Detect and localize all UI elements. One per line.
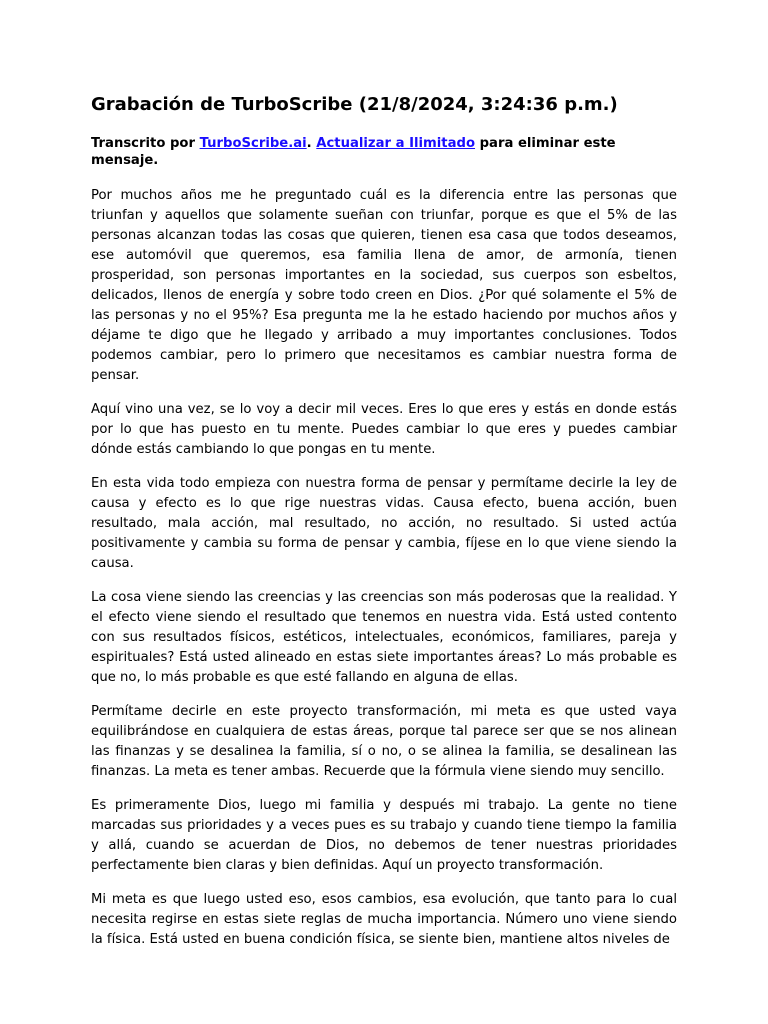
- paragraph: Por muchos años me he preguntado cuál es la diferencia entre las personas que triunfan y aquellos que solamente sueñan con triunfar, porque es que el 5% de las personas alcanzan todas las cosas que quieren, tienen esa casa que todos deseamos, ese automóvil que queremos, esa familia llena de amor, de armonía, tienen prosperidad, son personas importantes en la sociedad, sus cuerpos son esbeltos, delicados, llenos de energía y sobre todo creen en Dios. ¿Por qué solamente el 5% de las personas y no el 95%? Esa pregunta me la he estado haciendo por muchos años y déjame te digo que he llegado y arribado a muy importantes conclusiones. Todos podemos cambiar, pero lo primero que necesitamos es cambiar nuestra forma de pensar.: [91, 188, 677, 383]
- paragraph: Mi meta es que luego usted eso, esos cambios, esa evolución, que tanto para lo cual necesita regirse en estas siete reglas de mucha importancia. Número uno viene siendo la física. Está usted en buena condición física, se siente bien, mantiene altos niveles de: [91, 892, 677, 947]
- upgrade-unlimited-link[interactable]: Actualizar a Ilimitado: [316, 136, 476, 151]
- paragraph: Permítame decirle en este proyecto transformación, mi meta es que usted vaya equilibrándose en cualquiera de estas áreas, porque tal parece ser que se nos alinean las finanzas y se desalinea la familia, sí o no, o se alinea la familia, se desalinean las finanzas. La meta es tener ambas. Recuerde que la fórmula viene siendo muy sencillo.: [91, 704, 677, 779]
- notice-prefix: Transcrito por: [91, 136, 200, 151]
- turboscribe-link[interactable]: TurboScribe.ai: [199, 136, 307, 151]
- paragraph: Es primeramente Dios, luego mi familia y después mi trabajo. La gente no tiene marcadas sus prioridades y a veces pues es su trabajo y cuando tiene tiempo la familia y allá, cuando se acuerdan de Dios, no debemos de tener nuestras prioridades perfectamente bien claras y bien definidas. Aquí un proyecto transformación.: [91, 798, 677, 873]
- transcription-notice: [91, 135, 677, 169]
- notice-separator: .: [306, 136, 317, 151]
- notice-suffix: para eliminar este mensaje.: [91, 136, 616, 168]
- paragraph: La cosa viene siendo las creencias y las creencias son más poderosas que la realidad. Y el efecto viene siendo el resultado que tenemos en nuestra vida. Está usted contento con sus resultados físicos, estéticos, intelectuales, económicos, familiares, pareja y espirituales? Está usted alineado en estas siete importantes áreas? Lo más probable es que no, lo más probable es que esté fallando en alguna de ellas.: [91, 590, 677, 685]
- page-title: Grabación de TurboScribe (21/8/2024, 3:24:36 p.m.): [91, 94, 618, 115]
- paragraph: En esta vida todo empieza con nuestra forma de pensar y permítame decirle la ley de causa y efecto es lo que rige nuestras vidas. Causa efecto, buena acción, buen resultado, mala acción, mal resultado, no acción, no resultado. Si usted actúa positivamente y cambia su forma de pensar y cambia, fíjese en lo que viene siendo la causa.: [91, 476, 677, 571]
- paragraph: Aquí vino una vez, se lo voy a decir mil veces. Eres lo que eres y estás en donde estás por lo que has puesto en tu mente. Puedes cambiar lo que eres y puedes cambiar dónde estás cambiando lo que pongas en tu mente.: [91, 402, 677, 457]
